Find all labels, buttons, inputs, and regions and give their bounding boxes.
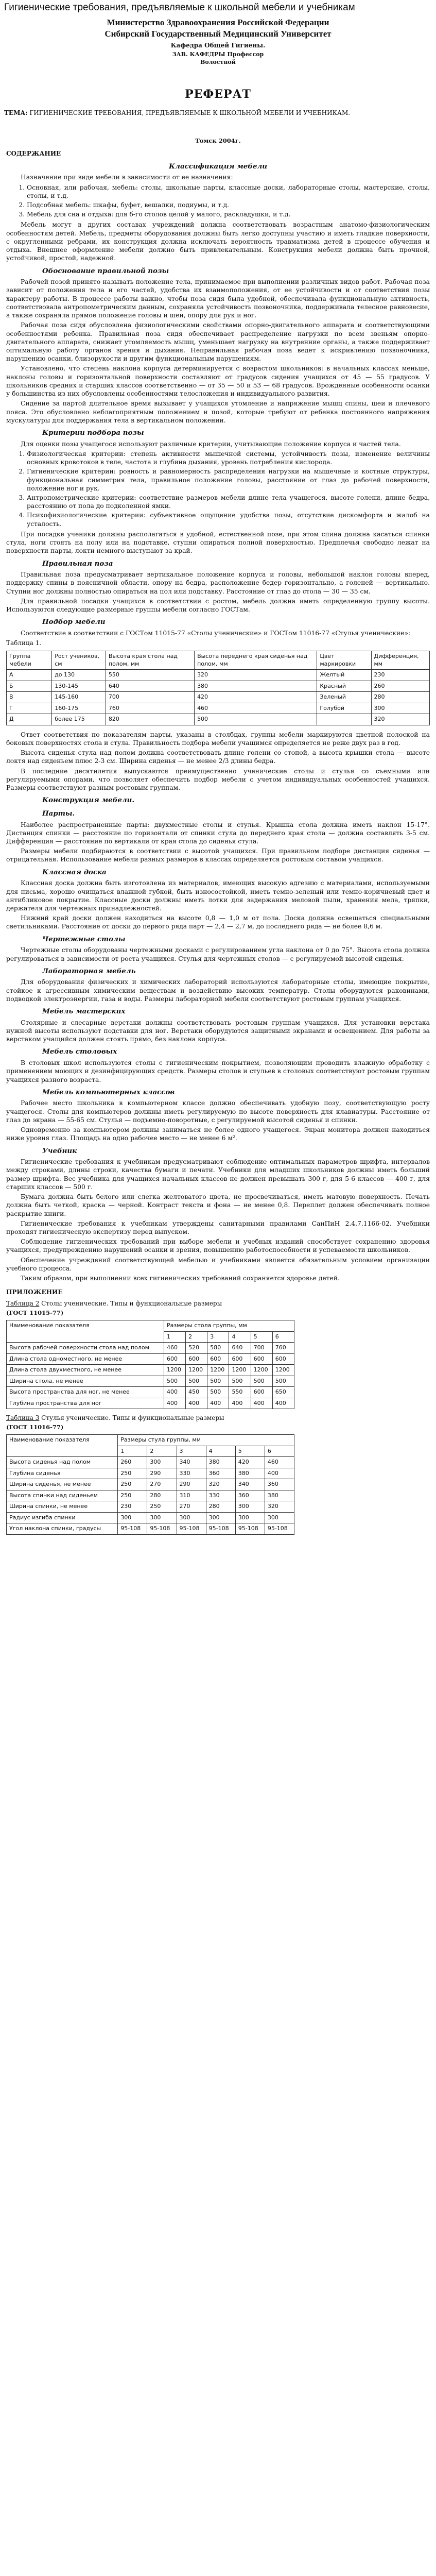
- ministry-line-1: Министерство Здравоохранения Российской Федерации: [107, 17, 329, 27]
- table-cell: 340: [177, 1457, 206, 1468]
- column-header: Наименование показателя: [7, 1435, 118, 1457]
- table-cell: 360: [235, 1490, 265, 1501]
- list-item: 4. Психофизиологические критерии: субъективное ощущение удобства позы, отсутствие дискомфорта и жалоб на усталость.: [27, 511, 430, 528]
- table-row: [7, 1501, 294, 1513]
- table-cell: 280: [206, 1501, 235, 1513]
- paragraph: Одновременно за компьютером должны заниматься не более одного учащегося. Экран монитора должен находиться ниже уровня глаз. Площадь на одно рабочее место — не менее 6 м².: [6, 1126, 430, 1142]
- paragraph: Рабочей позой принято называть положение тела, принимаемое при выполнении различных видов работ. Рабочая поза зависит от положения тела и его частей, удобства их взаимоположения, от ее устойчивости и от соответствия позы характеру работы. В процессе работы важно, чтобы поза сидя была удобной, обеспечивала функциональную активность, соответствовала антропометрическим данным, сохраняла устойчивость позвоночника, поддерживала телесное равновесие, а также сохраняла прямое положение головы и шеи, опору для рук и ног.: [6, 278, 430, 319]
- table-cell: 700: [106, 692, 194, 703]
- table-row: [7, 1353, 294, 1365]
- table-cell: 260: [118, 1457, 147, 1468]
- table-cell: 1200: [164, 1365, 185, 1376]
- ministry-line-2: Сибирский Государственный Медицинский Университет: [104, 28, 332, 39]
- table-cell: более 175: [52, 714, 106, 725]
- section-heading: Лабораторная мебель: [42, 967, 136, 975]
- section-heading: Мебель столовых: [42, 1047, 117, 1056]
- paragraph: Правильная поза предусматривает вертикальное положение корпуса и головы, небольшой наклон головы вперед, поддержку спины в поясничной области, опору на бедра, расположение бедер горизонтально, а голеней — вертикально. Ступни ног должны полностью опираться на пол или подставку. Расстояние от глаз до стола — 30 — 35 см.: [6, 571, 430, 595]
- table-row: [7, 692, 430, 703]
- table-cell: 650: [272, 1387, 294, 1398]
- table-cell: 500: [229, 1376, 251, 1387]
- table-cell: 400: [229, 1398, 251, 1409]
- table-cell: 250: [118, 1468, 147, 1479]
- desks-table: [6, 1320, 294, 1409]
- table-3-caption: [6, 1414, 430, 1422]
- table-cell: 550: [106, 670, 194, 681]
- paragraph: Назначение при виде мебели в зависимости от ее назначения:: [21, 174, 233, 181]
- table-cell: Ширина спинки, не менее: [7, 1501, 118, 1513]
- list-item: 3. Антропометрические критерии: соответствие размеров мебели длине тела учащегося, высоте голени, длине бедра, расстоянию от пола до подколенной ямки.: [27, 494, 430, 510]
- table-cell: Длина стола одноместного, не менее: [7, 1353, 164, 1365]
- paragraph: Столярные и слесарные верстаки должны соответствовать ростовым группам учащихся. Для установки верстака нужной высоты используют подставки для ног. Верстаки оборудуются защитными экранами и освещением. Для работы за верстаком учащийся должен стоять прямо, без наклона корпуса.: [6, 1019, 430, 1043]
- table-cell: 160-175: [52, 703, 106, 714]
- head-line-2: Волостной: [200, 59, 236, 66]
- table-cell: 310: [177, 1490, 206, 1501]
- appendix-label: ПРИЛОЖЕНИЕ: [6, 1289, 63, 1296]
- department-name: Кафедра Общей Гигиены.: [170, 41, 266, 49]
- table-cell: В: [7, 692, 52, 703]
- table-cell: Радиус изгиба спинки: [7, 1512, 118, 1523]
- paragraph: Высота сиденья стула над полом должна соответствовать длине голени со стопой, а высота крышки стола — высоте локтя над сиденьем плюс 2-3 см. Ширина сиденья — не менее 2/3 длины бедра.: [6, 749, 430, 765]
- table-cell: 1200: [186, 1365, 207, 1376]
- paragraph: Таким образом, при выполнении всех гигиенических требований сохраняется здоровье детей.: [21, 1275, 340, 1282]
- table-cell: 500: [186, 1376, 207, 1387]
- table-cell: 600: [272, 1353, 294, 1365]
- paragraph: Установлено, что степень наклона корпуса детерминируется с возрастом школьников: в начальных классах меньше, наклоны головы и горизонтальной поверхности составляют от градусов сидения учащихся от 45 — 55 градусов. У школьников средних и старших классов соответственно — от 35 — 50 и 53 — 68 градусов. Врожденные особенности осанки у большинства из них обусловлены особенностями телосложения и индивидуального развития.: [6, 365, 430, 398]
- table-cell: 400: [207, 1398, 229, 1409]
- table-header-row: [7, 651, 430, 670]
- paragraph: Размеры мебели подбираются в соответствии с высотой учащихся. При правильном подборе дистанция сиденья — отрицательная. Использование мебели разных размеров в классах определяется ростовым составом учащихся.: [6, 848, 430, 863]
- table-cell: 280: [147, 1490, 177, 1501]
- table-cell: 300: [265, 1512, 294, 1523]
- column-header: Рост учеников, см: [52, 651, 106, 670]
- furniture-group-table: [6, 651, 430, 725]
- table-row: [7, 681, 430, 692]
- table-cell: Б: [7, 681, 52, 692]
- table-cell: 820: [106, 714, 194, 725]
- column-header: Дифференция, мм: [371, 651, 430, 670]
- paragraph: Соответствие в соответствии с ГОСТом 11015-77 «Столы ученические» и ГОСТом 11016-77 «Стулья ученические»:: [21, 629, 411, 637]
- table-2-title: Столы ученические. Типы и функциональные размеры: [41, 1300, 222, 1308]
- table-cell: Высота рабочей поверхности стола над полом: [7, 1343, 164, 1354]
- paragraph: Чертежные столы оборудованы чертежными досками с регулированием угла наклона от 0 до 75°. Высота стола должна регулироваться в зависимости от роста учащихся. Стулья для чертежных столов — с регулируемой высотой сиденья.: [6, 946, 430, 962]
- table-cell: 600: [251, 1353, 272, 1365]
- table-cell: 360: [206, 1468, 235, 1479]
- table-cell: 300: [177, 1512, 206, 1523]
- table-3-gost: (ГОСТ 11016-77): [6, 1423, 64, 1431]
- report-heading: РЕФЕРАТ: [185, 87, 251, 101]
- table-cell: 460: [265, 1457, 294, 1468]
- place-and-year: Томск 2004г.: [195, 137, 241, 144]
- table-cell: 500: [251, 1376, 272, 1387]
- table-cell: 300: [147, 1457, 177, 1468]
- table-cell: 400: [265, 1468, 294, 1479]
- column-header: Цвет маркировки: [317, 651, 371, 670]
- head-line-1: ЗАВ. КАФЕДРЫ Профессор: [172, 50, 264, 58]
- table-row: [7, 1343, 294, 1354]
- table-header-row: [7, 1435, 294, 1446]
- table-cell: 95-108: [118, 1523, 147, 1535]
- table-cell: Высота пространства для ног, не менее: [7, 1387, 164, 1398]
- table-cell: 300: [206, 1512, 235, 1523]
- section-heading: Обоснование правильной позы: [42, 266, 169, 275]
- table-cell: 580: [207, 1343, 229, 1354]
- table-row: [7, 1523, 294, 1535]
- table-cell: 320: [195, 670, 317, 681]
- table-cell: 290: [177, 1479, 206, 1490]
- table-cell: 400: [164, 1387, 185, 1398]
- paragraph: Ответ соответствия по показателям парты, указаны в столбцах, группы мебели маркируются цветной полоской на боковых поверхностях стола и стула. Правильность подбора мебели учащимся определяется не реже двух раз в год.: [6, 731, 430, 747]
- report-body: [0, 150, 436, 1535]
- table-cell: 640: [229, 1343, 251, 1354]
- chairs-table: [6, 1434, 294, 1535]
- table-cell: 700: [251, 1343, 272, 1354]
- page-header: [0, 0, 436, 66]
- table-cell: 450: [186, 1387, 207, 1398]
- paragraph: В последние десятилетия выпускаются преимущественно ученические столы и стулья со съемными или регулируемыми опорами, что позволяет обеспечить подбор мебели с учетом индивидуальных особенностей учащихся. Размеры соответствуют разным ростовым группам.: [6, 767, 430, 791]
- section-heading: Классная доска: [42, 868, 107, 876]
- column-subheader: 6: [265, 1446, 294, 1457]
- table-cell: 420: [235, 1457, 265, 1468]
- table-cell: 500: [164, 1376, 185, 1387]
- section-heading: Подбор мебели: [42, 618, 106, 626]
- table-row: [7, 1376, 294, 1387]
- table-cell: 250: [118, 1479, 147, 1490]
- table-cell: 460: [164, 1343, 185, 1354]
- table-cell: 1200: [272, 1365, 294, 1376]
- column-subheader: 6: [272, 1331, 294, 1343]
- table-cell: 360: [265, 1479, 294, 1490]
- table-cell: 1200: [229, 1365, 251, 1376]
- column-header: Группа мебели: [7, 651, 52, 670]
- paragraph: При посадке ученики должны располагаться в удобной, естественной позе, при этом спина должна касаться спинки стула, ноги стоять на полу или на подставке, ступни опираться полной поверхностью. Предплечья свободно лежат на поверхности парты, локти немного выступают за край.: [6, 530, 430, 555]
- table-cell: Г: [7, 703, 52, 714]
- table-row: [7, 1468, 294, 1479]
- table-cell: 95-108: [147, 1523, 177, 1535]
- table-cell: Зеленый: [317, 692, 371, 703]
- table-row: [7, 1398, 294, 1409]
- paragraph: Сидение за партой длительное время вызывает у учащихся утомление и напряжение мышц спины, шеи и плечевого пояса. Это обусловлено неблагоприятным положением и позой, которые требуют от ребенка постоянного напряжения мускулатуры для поддержания тела в вертикальном положении.: [6, 400, 430, 424]
- table-cell: 95-108: [265, 1523, 294, 1535]
- paragraph: Классная доска должна быть изготовлена из материалов, имеющих высокую адгезию с материалами, используемыми для письма, хорошо очищаться влажной губкой, быть износостойкой, иметь темно-зеленый или темно-коричневый цвет и антибликовое покрытие. Классные доски должны иметь лотки для задержания меловой пыли, хранения мела, тряпки, держателя для чертежных принадлежностей.: [6, 879, 430, 912]
- table-header-row: [7, 1320, 294, 1332]
- table-cell: 270: [177, 1501, 206, 1513]
- table-cell: Угол наклона спинки, градусы: [7, 1523, 118, 1535]
- table-1-caption: Таблица 1.: [6, 639, 42, 647]
- column-header: Наименование показателя: [7, 1320, 164, 1343]
- table-cell: 400: [272, 1398, 294, 1409]
- paragraph: Рабочее место школьника в компьютерном классе должно обеспечивать удобную позу, соответствующую росту учащегося. Столы для компьютеров должны иметь регулируемую по высоте поверхность для клавиатуры. Расстояние от глаз до экрана — 55-65 см. Стулья — подъемно-поворотные, с регулируемой высотой сиденья и спинки.: [6, 1099, 430, 1124]
- furniture-type-list: [6, 183, 430, 219]
- table-cell: 300: [235, 1512, 265, 1523]
- table-cell: до 130: [52, 670, 106, 681]
- table-cell: 500: [207, 1376, 229, 1387]
- table-cell: 230: [371, 670, 430, 681]
- table-cell: 380: [265, 1490, 294, 1501]
- table-cell: 760: [106, 703, 194, 714]
- table-row: [7, 670, 430, 681]
- table-cell: 420: [195, 692, 317, 703]
- column-subheader: 5: [235, 1446, 265, 1457]
- column-subheader: 1: [118, 1446, 147, 1457]
- table-cell: 95-108: [177, 1523, 206, 1535]
- table-cell: 260: [371, 681, 430, 692]
- column-subheader: 2: [186, 1331, 207, 1343]
- head-of-department: [4, 51, 432, 66]
- table-cell: 340: [235, 1479, 265, 1490]
- table-cell: Длина стола двухместного, не менее: [7, 1365, 164, 1376]
- table-cell: 290: [147, 1468, 177, 1479]
- table-body: [7, 670, 430, 725]
- table-cell: 300: [147, 1512, 177, 1523]
- paragraph: Для оборудования физических и химических лабораторий используются лабораторные столы, имеющие покрытие, стойкое к агрессивным химическим веществам и воздействию высоких температур. Столы оборудуются раковинами, подводкой электроэнергии, газа и воды. Размеры лабораторной мебели соответствуют ростовым группам учащихся.: [6, 978, 430, 1003]
- list-item: 3. Мебель для сна и отдыха: для б-го столов целой у малого, раскладушки, и т.д.: [27, 210, 430, 218]
- table-cell: Д: [7, 714, 52, 725]
- column-header: Высота переднего края сиденья над полом, мм: [195, 651, 317, 670]
- table-row: [7, 703, 430, 714]
- paragraph: Для правильной посадки учащихся в соответствии с ростом, мебель должна иметь определенную группу высоты. Используются следующие размерные группы мебели согласно ГОСТам.: [6, 597, 430, 614]
- table-cell: 520: [186, 1343, 207, 1354]
- section-heading: Критерии подбора позы: [42, 428, 144, 437]
- table-cell: 640: [106, 681, 194, 692]
- table-cell: 500: [272, 1376, 294, 1387]
- table-cell: Глубина сиденья: [7, 1468, 118, 1479]
- table-cell: 380: [206, 1457, 235, 1468]
- table-header: [7, 1320, 294, 1343]
- table-cell: 95-108: [206, 1523, 235, 1535]
- table-cell: 550: [229, 1387, 251, 1398]
- criteria-list: [6, 450, 430, 528]
- table-cell: А: [7, 670, 52, 681]
- table-cell: 320: [265, 1501, 294, 1513]
- column-header: Размеры стола группы, мм: [164, 1320, 294, 1332]
- table-cell: 600: [251, 1387, 272, 1398]
- table-body: [7, 1457, 294, 1535]
- table-cell: Высота сиденья над полом: [7, 1457, 118, 1468]
- table-row: [7, 1457, 294, 1468]
- table-cell: 145-160: [52, 692, 106, 703]
- table-cell: 460: [195, 703, 317, 714]
- paragraph: Гигиенические требования к учебникам утверждены санитарными правилами СанПиН 2.4.7.1166-02. Учебники проходят гигиеническую экспертизу перед выпуском.: [6, 1219, 430, 1236]
- subsection-heading: Парты.: [42, 809, 75, 818]
- list-item: 2. Подсобная мебель: шкафы, буфет, вешалки, подиумы, и т.д.: [27, 201, 430, 209]
- table-cell: 500: [207, 1387, 229, 1398]
- table-cell: 230: [118, 1501, 147, 1513]
- topic-label: ТЕМА:: [4, 109, 28, 116]
- column-subheader: 3: [207, 1331, 229, 1343]
- table-cell: 400: [186, 1398, 207, 1409]
- table-cell: 320: [206, 1479, 235, 1490]
- table-cell: 330: [177, 1468, 206, 1479]
- table-cell: 760: [272, 1343, 294, 1354]
- table-cell: 250: [147, 1501, 177, 1513]
- column-subheader: 4: [229, 1331, 251, 1343]
- table-3-number: Таблица 3: [6, 1414, 40, 1422]
- table-2-number: Таблица 2: [6, 1300, 40, 1308]
- section-heading: Классификация мебели: [168, 162, 268, 171]
- paragraph: В столовых школ используются столы с гигиеническим покрытием, позволяющим проводить влажную обработку с применением моющих и дезинфицирующих средств. Размеры столов и стульев в столовых соответствуют ростовым группам учащихся разного возраста.: [6, 1059, 430, 1083]
- table-cell: 380: [195, 681, 317, 692]
- table-cell: Глубина пространства для ног: [7, 1398, 164, 1409]
- table-cell: 600: [164, 1353, 185, 1365]
- table-cell: 1200: [251, 1365, 272, 1376]
- table-cell: 500: [195, 714, 317, 725]
- table-row: [7, 1365, 294, 1376]
- table-cell: Высота спинки над сиденьем: [7, 1490, 118, 1501]
- table-cell: 600: [207, 1353, 229, 1365]
- table-body: [7, 1343, 294, 1409]
- table-cell: 250: [118, 1490, 147, 1501]
- paragraph: Нижний край доски должен находиться на высоте 0,8 — 1,0 м от пола. Доска должна освещаться специальными светильниками. Расстояние от доски до первого ряда парт — 2,4 — 2,7 м, до последнего ряда — не более 8,6 м.: [6, 914, 430, 930]
- table-cell: 600: [229, 1353, 251, 1365]
- column-subheader: 3: [177, 1446, 206, 1457]
- list-item: 1. Основная, или рабочая, мебель: столы, школьные парты, классные доски, лабораторные столы, мастерские, столы, столы, и т.д.: [27, 183, 430, 200]
- table-cell: 600: [186, 1353, 207, 1365]
- report-topic: [0, 109, 436, 117]
- table-cell: 300: [118, 1512, 147, 1523]
- paragraph: Рабочая поза сидя обусловлена физиологическими свойствами опорно-двигательного аппарата и соответствующими особенностями ребенка. Правильная поза сидя обеспечивает распределение нагрузки по всем звеньям опорно-двигательного аппарата, снижает утомляемость мышц, уменьшает нагрузку на внутренние органы, а также поддерживает оптимальную работу органов зрения и дыхания. Неправильная рабочая поза ведет к искривлению позвоночника, нарушению осанки, близорукости и другим функциональным нарушениям.: [6, 321, 430, 363]
- section-heading: Правильная поза: [42, 559, 113, 568]
- table-cell: Голубой: [317, 703, 371, 714]
- table-cell: 320: [371, 714, 430, 725]
- table-cell: 400: [164, 1398, 185, 1409]
- column-header: Высота края стола над полом, мм: [106, 651, 194, 670]
- table-row: [7, 1512, 294, 1523]
- section-heading: Чертежные столы: [42, 935, 126, 943]
- section-heading: Конструкция мебели.: [42, 796, 135, 805]
- table-cell: [317, 714, 371, 725]
- table-header: [7, 1435, 294, 1457]
- table-cell: Красный: [317, 681, 371, 692]
- section-heading: Мебель компьютерных классов: [42, 1088, 175, 1096]
- table-cell: 95-108: [235, 1523, 265, 1535]
- paragraph: Соблюдение гигиенических требований при выборе мебели и учебных изданий способствует сохранению здоровья учащихся, предупреждению нарушений осанки и зрения, повышению работоспособности и успеваемости школьников.: [6, 1238, 430, 1254]
- paragraph: Для оценки позы учащегося используют различные критерии, учитывающие положение корпуса и частей тела.: [21, 440, 401, 448]
- paragraph: Обеспечение учреждений соответствующей мебелью и учебниками является обязательным условием организации учебного процесса.: [6, 1256, 430, 1272]
- section-heading: Мебель мастерских: [42, 1007, 126, 1016]
- section-heading: Учебник: [42, 1146, 77, 1155]
- column-subheader: 1: [164, 1331, 185, 1343]
- table-cell: Желтый: [317, 670, 371, 681]
- table-row: [7, 714, 430, 725]
- table-cell: 130-145: [52, 681, 106, 692]
- table-cell: 300: [371, 703, 430, 714]
- column-subheader: 5: [251, 1331, 272, 1343]
- table-cell: 1200: [207, 1365, 229, 1376]
- table-row: [7, 1479, 294, 1490]
- table-cell: 380: [235, 1468, 265, 1479]
- table-row: [7, 1387, 294, 1398]
- table-2-caption: [6, 1300, 430, 1308]
- contents-label: СОДЕРЖАНИЕ: [6, 149, 61, 157]
- table-row: [7, 1490, 294, 1501]
- table-2-gost: (ГОСТ 11015-77): [6, 1309, 64, 1316]
- column-subheader: 4: [206, 1446, 235, 1457]
- paragraph: Мебель могут в других составах учреждений должна соответствовать возрастным анатомо-физиологическим особенностям детей. Мебель, предметы оборудования должны быть легко доступны участию и иметь гладкие поверхности, с округленными ребрами, их конструкция должна исключать вероятность травматизма детей в процессе обучения и отдыха. Внешнее оформление мебели должно быть привлекательным. Конструкция мебели должна быть прочной, устойчивой, простой, надежной.: [6, 221, 430, 262]
- paragraph: Гигиенические требования к учебникам предусматривают соблюдение оптимальных параметров шрифта, интервалов между строками, длины строки, качества бумаги и печати. Учебники для младших школьников должны иметь больший размер шрифта. Вес учебника для учащихся начальных классов не должен превышать 300 г, для 5-6 классов — 400 г, для старших классов — 500 г.: [6, 1158, 430, 1191]
- table-cell: 270: [147, 1479, 177, 1490]
- list-item: 2. Гигиенические критерии: ровность и равномерность распределения нагрузки на мышечные и костные структуры, функциональная симметрия тела, правильное положение головы, расстояние от глаз до рабочей поверхности, положение ног и рук.: [27, 467, 430, 493]
- table-cell: Ширина стола, не менее: [7, 1376, 164, 1387]
- column-subheader: 2: [147, 1446, 177, 1457]
- document-title: Гигиенические требования, предъявляемые к школьной мебели и учебникам: [4, 2, 355, 13]
- column-header: Размеры стула группы, мм: [118, 1435, 294, 1446]
- table-3-title: Стулья ученические. Типы и функциональные размеры: [41, 1414, 224, 1422]
- table-cell: Ширина сиденья, не менее: [7, 1479, 118, 1490]
- table-cell: 400: [251, 1398, 272, 1409]
- paragraph: Бумага должна быть белого или слегка желтоватого цвета, не просвечиваться, иметь матовую поверхность. Печать должна быть четкой, краска — черной. Контраст текста и фона — не менее 0,8. Переплет должен обеспечивать полное раскрытие книги.: [6, 1193, 430, 1217]
- table-cell: 280: [371, 692, 430, 703]
- table-cell: 300: [235, 1501, 265, 1513]
- list-item: 1. Физиологическая критерии: степень активности мышечной системы, устойчивость позы, изменение величины основных кровотоков в теле, частота и глубина дыхания, уровень потребления кислорода.: [27, 450, 430, 466]
- paragraph: Наиболее распространенные парты: двухместные столы и стулья. Крышка стола должна иметь наклон 15-17°. Дистанция спинки — расстояние по горизонтали от спинки стула до переднего края стола — должна составлять 3-5 см. Дифференция — расстояние по вертикали от края стола до сиденья стула.: [6, 821, 430, 845]
- table-cell: 330: [206, 1490, 235, 1501]
- topic-text: ГИГИЕНИЧЕСКИЕ ТРЕБОВАНИЯ, ПРЕДЪЯВЛЯЕМЫЕ К ШКОЛЬНОЙ МЕБЕЛИ И УЧЕБНИКАМ.: [29, 109, 351, 116]
